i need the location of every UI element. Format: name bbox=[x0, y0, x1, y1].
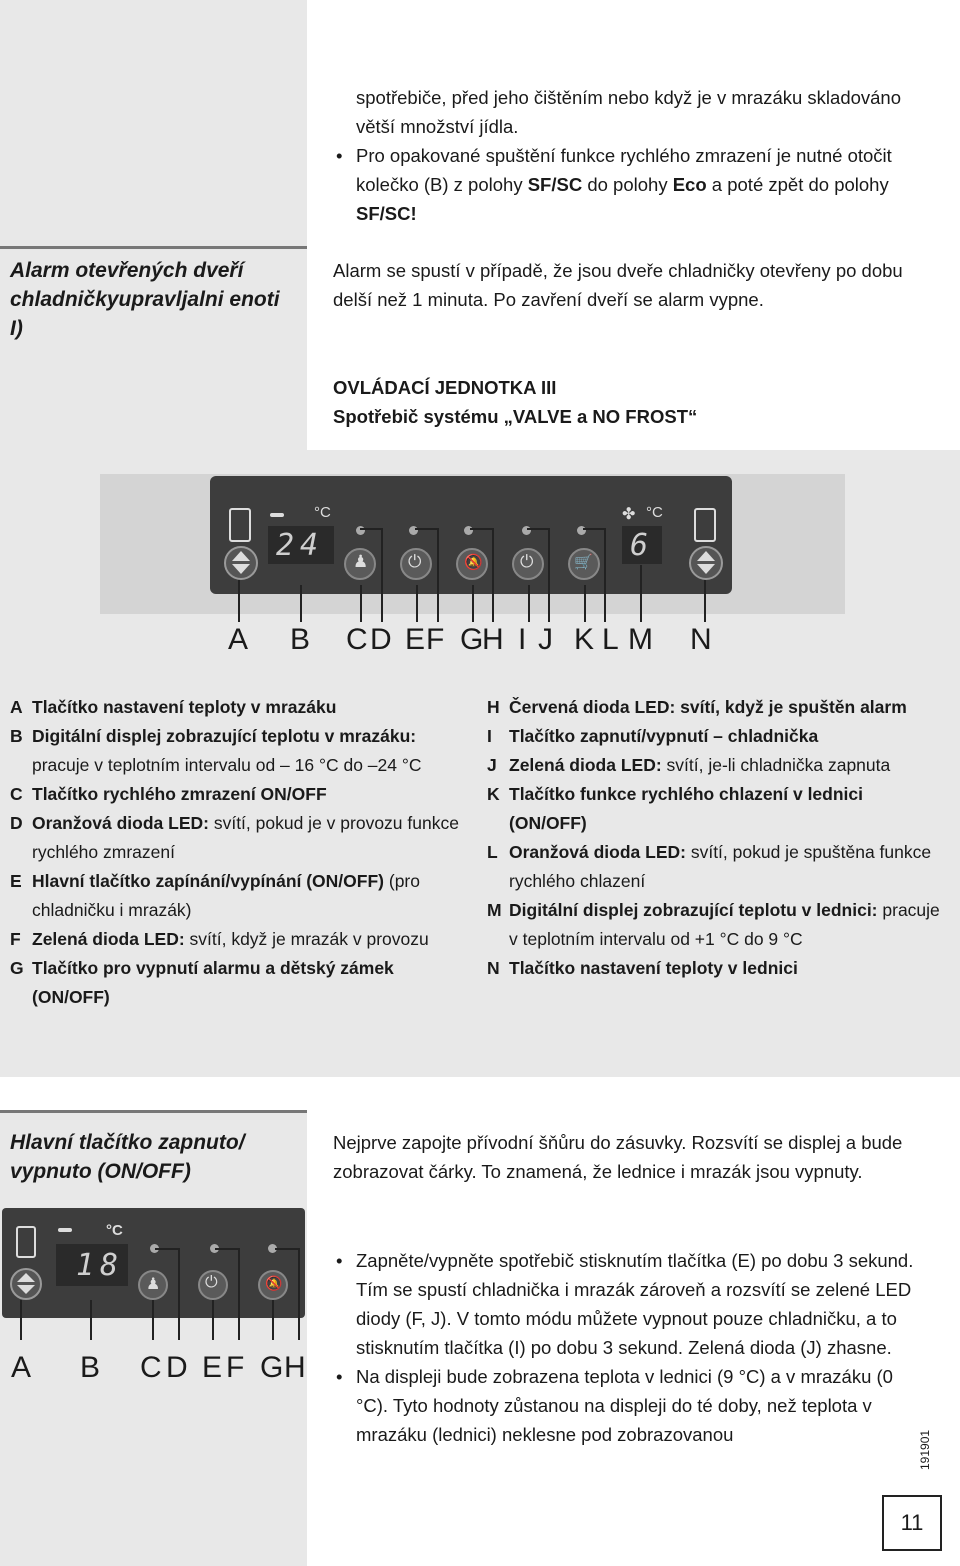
pointer-b2 bbox=[90, 1300, 92, 1340]
pointer-h2-h bbox=[275, 1248, 300, 1250]
letter: E bbox=[405, 623, 426, 656]
letter: D bbox=[370, 623, 392, 656]
section-rule-2 bbox=[0, 1110, 307, 1113]
letter: G bbox=[260, 1351, 284, 1384]
pointer-d-h bbox=[360, 528, 383, 530]
unit-label: °C bbox=[106, 1222, 123, 1239]
pointer-i bbox=[528, 585, 530, 622]
bullet-sfsc: • Pro opakované spuštění funkce rychlého zmrazení je nutné otočit kolečko (B) z polohy SF/SC do polohy Eco a poté zpět do polohy SF/SC! bbox=[334, 141, 916, 228]
letter: L bbox=[602, 623, 619, 656]
page-number-box bbox=[882, 1495, 942, 1551]
bullet-1: • Zapněte/vypněte spotřebič stisknutím tlačítka (E) po dobu 3 sekund. Tím se spustí chladnička i mrazák zároveň a rozsvítí se zelené LED diody (F, J). V tomto módu můžete vypnout pouze chladničku, a to stisknutím tlačítka (I) po dobu 3 sekund. Zelená dioda (J) zhasne. bbox=[334, 1246, 914, 1362]
pointer-h-h bbox=[470, 528, 494, 530]
main-power-button[interactable] bbox=[400, 548, 432, 580]
pointer-h2 bbox=[298, 1248, 300, 1340]
legend-item-j: J Zelená dioda LED: svítí, je-li chladnička zapnuta bbox=[487, 755, 891, 775]
pointer-j-h bbox=[527, 528, 550, 530]
letter: M bbox=[628, 623, 653, 656]
pointer-n bbox=[704, 580, 706, 622]
power-icon: ⏻ bbox=[520, 552, 534, 571]
legend-item-a: A Tlačítko nastavení teploty v mrazáku bbox=[10, 697, 337, 717]
alarm-title: Alarm otevřených dveří chladničkyupravljalni enoti I) bbox=[10, 259, 280, 340]
letter: H bbox=[482, 623, 504, 656]
pointer-f bbox=[437, 528, 439, 622]
pointer-l bbox=[604, 528, 606, 622]
letter: A bbox=[228, 623, 249, 656]
power-icon: ⏻ bbox=[408, 552, 422, 571]
fridge-unit: °C bbox=[646, 504, 663, 521]
small-display: 18 bbox=[56, 1244, 128, 1286]
legend-right bbox=[487, 693, 942, 983]
alarm-off-button[interactable] bbox=[456, 548, 488, 580]
freezer-unit: °C bbox=[314, 504, 331, 521]
fridge-icon bbox=[694, 508, 716, 542]
pointer-c2 bbox=[152, 1300, 154, 1340]
legend-item-d: D Oranžová dioda LED: svítí, pokud je v provozu funkce rychlého zmrazení bbox=[10, 813, 459, 862]
pointer-g2 bbox=[272, 1300, 274, 1340]
pointer-e2 bbox=[212, 1300, 214, 1340]
fridge-up-down-button[interactable] bbox=[689, 546, 723, 580]
pointer-k bbox=[584, 585, 586, 622]
legend-left bbox=[10, 693, 460, 1012]
pointer-l-h bbox=[583, 528, 606, 530]
legend-item-k: K Tlačítko funkce rychlého chlazení v lednici (ON/OFF) bbox=[487, 784, 863, 833]
main-power-button[interactable] bbox=[198, 1270, 228, 1300]
fast-freeze-button[interactable] bbox=[344, 548, 376, 580]
letter: G bbox=[460, 623, 484, 656]
left-grey-band-top bbox=[0, 0, 307, 450]
minus-mark bbox=[270, 513, 284, 517]
control-unit-subheading: Spotřebič systému „VALVE a NO FROST“ bbox=[333, 406, 698, 427]
control-panel bbox=[210, 476, 732, 594]
legend-item-m: M Digitální displej zobrazující teplotu v lednici: pracuje v teplotním intervalu od +1 °C do 9 °C bbox=[487, 900, 940, 949]
alarm-text: Alarm se spustí v případě, že jsou dveře chladničky otevřeny po dobu delší než 1 minuta. Po zavření dveří se alarm vypne. bbox=[333, 260, 903, 310]
letter: I bbox=[518, 623, 527, 656]
legend-item-e: E Hlavní tlačítko zapínání/vypínání (ON/OFF) (pro chladničku i mrazák) bbox=[10, 871, 420, 920]
letter: E bbox=[202, 1351, 223, 1384]
fan-icon: ✤ bbox=[622, 506, 636, 523]
bell-off-icon: 🔕 bbox=[464, 554, 483, 571]
letter: C bbox=[140, 1351, 162, 1384]
letter: D bbox=[166, 1351, 188, 1384]
pointer-f2-h bbox=[215, 1248, 240, 1250]
legend-item-c: C Tlačítko rychlého zmrazení ON/OFF bbox=[10, 784, 327, 804]
bell-off-icon: 🔕 bbox=[265, 1275, 283, 1291]
pointer-f2 bbox=[238, 1248, 240, 1340]
freezer-icon bbox=[229, 508, 251, 542]
letter: A bbox=[11, 1351, 32, 1384]
doc-code: 191901 bbox=[918, 1429, 932, 1470]
pointer-b bbox=[300, 585, 302, 622]
letter: F bbox=[426, 623, 445, 656]
freezer-display: 24 bbox=[268, 526, 334, 564]
pointer-d2 bbox=[178, 1248, 180, 1340]
panel-letters bbox=[0, 622, 960, 658]
pointer-d bbox=[381, 528, 383, 622]
pointer-e bbox=[416, 585, 418, 622]
fridge-display: 6 bbox=[622, 526, 662, 564]
freezer-up-down-button[interactable] bbox=[224, 546, 258, 580]
pointer-m bbox=[640, 565, 642, 622]
legend-item-i: I Tlačítko zapnutí/vypnutí – chladnička bbox=[487, 726, 819, 746]
main-switch-intro: Nejprve zapojte přívodní šňůru do zásuvky. Rozsvítí se displej a bude zobrazovat čárky. To znamená, že lednice i mrazák jsou vypnuty. bbox=[333, 1132, 903, 1182]
power-icon: ⏻ bbox=[205, 1274, 218, 1291]
control-unit-heading: OVLÁDACÍ JEDNOTKA III bbox=[333, 377, 557, 398]
letter: K bbox=[574, 623, 595, 656]
alarm-off-button[interactable] bbox=[258, 1270, 288, 1300]
bullet-2: • Na displeji bude zobrazena teplota v lednici (9 °C) a v mrazáku (0 °C). Tyto hodnoty zůstanou na displeji do té doby, než teplota v mrazáku (lednici) neklesne pod zobrazovanou bbox=[334, 1362, 914, 1449]
letter: B bbox=[290, 623, 311, 656]
pointer-c bbox=[360, 585, 362, 622]
fast-cool-button[interactable] bbox=[568, 548, 600, 580]
top-text bbox=[356, 83, 916, 228]
legend-item-f: F Zelená dioda LED: svítí, když je mrazák v provozu bbox=[10, 929, 429, 949]
fast-freeze-button[interactable] bbox=[138, 1270, 168, 1300]
legend-item-b: B Digitální displej zobrazující teplotu v mrazáku: pracuje v teplotním intervalu od – 16 °C do –24 °C bbox=[10, 726, 422, 775]
letter: C bbox=[346, 623, 368, 656]
letter: J bbox=[538, 623, 553, 656]
fast-freeze-icon: ♟ bbox=[146, 1276, 161, 1293]
pointer-d2-h bbox=[155, 1248, 180, 1250]
legend-item-n: N Tlačítko nastavení teploty v lednici bbox=[487, 958, 798, 978]
fridge-power-button[interactable] bbox=[512, 548, 544, 580]
pointer-a2 bbox=[20, 1300, 22, 1340]
legend-item-h: H Červená dioda LED: svítí, když je spuštěn alarm bbox=[487, 697, 907, 717]
main-switch-bullets bbox=[334, 1246, 914, 1449]
pointer-h bbox=[492, 528, 494, 622]
pointer-j bbox=[548, 528, 550, 622]
continuation-text: spotřebiče, před jeho čištěním nebo když je v mrazáku skladováno větší množství jídla. bbox=[356, 87, 902, 137]
cart-icon: 🛒 bbox=[574, 554, 593, 571]
legend-item-g: G Tlačítko pro vypnutí alarmu a dětský zámek (ON/OFF) bbox=[10, 958, 394, 1007]
letter: N bbox=[690, 623, 712, 656]
freezer-up-down-button[interactable] bbox=[10, 1268, 42, 1300]
freezer-icon bbox=[16, 1226, 36, 1258]
pointer-f-h bbox=[415, 528, 439, 530]
minus-mark bbox=[58, 1228, 72, 1232]
page-number: 11 bbox=[900, 1510, 924, 1535]
section-rule bbox=[0, 246, 307, 249]
pointer-a bbox=[238, 580, 240, 622]
small-panel-letters bbox=[0, 1350, 307, 1386]
letter: B bbox=[80, 1351, 101, 1384]
letter: F bbox=[226, 1351, 245, 1384]
legend-item-l: L Oranžová dioda LED: svítí, pokud je spuštěna funkce rychlého chlazení bbox=[487, 842, 932, 891]
pointer-g bbox=[472, 585, 474, 622]
letter: H bbox=[284, 1351, 306, 1384]
fast-freeze-icon: ♟ bbox=[353, 552, 369, 571]
main-switch-title: Hlavní tlačítko zapnuto/ vypnuto (ON/OFF) bbox=[10, 1131, 245, 1183]
